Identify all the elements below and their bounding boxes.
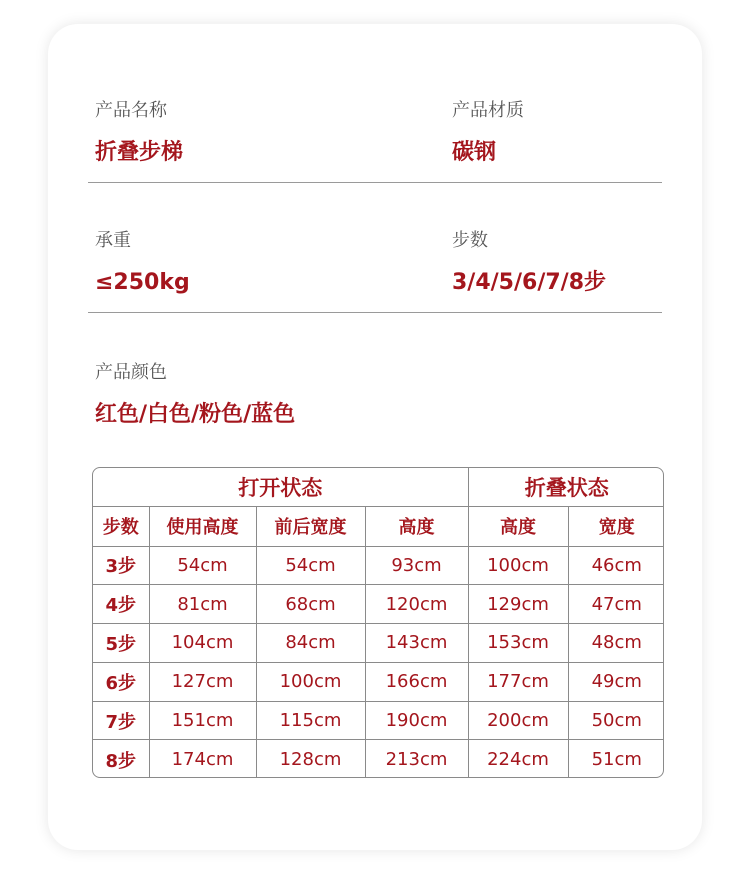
cell-folded-height: 100cm bbox=[468, 546, 568, 585]
spec-steps-value: 3/4/5/6/7/8步 bbox=[452, 270, 607, 295]
cell-use-height: 127cm bbox=[149, 662, 256, 701]
cell-depth: 100cm bbox=[256, 662, 365, 701]
header-use-height: 使用高度 bbox=[149, 506, 256, 546]
cell-open-height: 166cm bbox=[365, 662, 468, 701]
cell-open-height: 120cm bbox=[365, 585, 468, 624]
spec-color bbox=[95, 362, 295, 428]
spec-steps bbox=[452, 230, 606, 296]
group-header-open: 打开状态 bbox=[93, 468, 468, 506]
cell-use-height: 104cm bbox=[149, 624, 256, 663]
cell-folded-width: 47cm bbox=[568, 585, 664, 624]
spec-name-value: 折叠步梯 bbox=[95, 140, 184, 165]
cell-folded-height: 153cm bbox=[468, 624, 568, 663]
cell-steps: 7步 bbox=[93, 701, 149, 740]
spec-row-name-material bbox=[88, 100, 662, 183]
table-row bbox=[93, 662, 664, 701]
cell-folded-height: 200cm bbox=[468, 701, 568, 740]
spec-load-label: 承重 bbox=[95, 230, 131, 251]
cell-open-height: 213cm bbox=[365, 740, 468, 778]
spec-row-color bbox=[88, 362, 662, 432]
cell-folded-height: 177cm bbox=[468, 662, 568, 701]
cell-steps: 6步 bbox=[93, 662, 149, 701]
spec-name bbox=[95, 100, 183, 166]
cell-depth: 84cm bbox=[256, 624, 365, 663]
table-row bbox=[93, 701, 664, 740]
cell-use-height: 174cm bbox=[149, 740, 256, 778]
header-folded-width: 宽度 bbox=[568, 506, 664, 546]
table-header-row bbox=[93, 506, 664, 546]
spec-color-value: 红色/白色/粉色/蓝色 bbox=[95, 402, 296, 427]
header-depth: 前后宽度 bbox=[256, 506, 365, 546]
cell-folded-height: 224cm bbox=[468, 740, 568, 778]
cell-use-height: 81cm bbox=[149, 585, 256, 624]
table-row bbox=[93, 546, 664, 585]
cell-steps: 8步 bbox=[93, 740, 149, 778]
spec-steps-label: 步数 bbox=[452, 230, 488, 251]
spec-color-label: 产品颜色 bbox=[95, 362, 167, 383]
cell-open-height: 190cm bbox=[365, 701, 468, 740]
cell-folded-width: 46cm bbox=[568, 546, 664, 585]
spec-material bbox=[452, 100, 524, 166]
spec-name-label: 产品名称 bbox=[95, 100, 167, 121]
size-table-grid bbox=[93, 468, 664, 778]
spec-load bbox=[95, 230, 190, 296]
cell-folded-width: 48cm bbox=[568, 624, 664, 663]
table-row bbox=[93, 585, 664, 624]
cell-folded-height: 129cm bbox=[468, 585, 568, 624]
cell-depth: 68cm bbox=[256, 585, 365, 624]
cell-depth: 115cm bbox=[256, 701, 365, 740]
cell-steps: 3步 bbox=[93, 546, 149, 585]
table-row bbox=[93, 740, 664, 778]
cell-steps: 4步 bbox=[93, 585, 149, 624]
table-row bbox=[93, 624, 664, 663]
spec-row-load-steps bbox=[88, 230, 662, 313]
table-group-header-row bbox=[93, 468, 664, 506]
cell-open-height: 93cm bbox=[365, 546, 468, 585]
header-steps: 步数 bbox=[93, 506, 149, 546]
header-open-height: 高度 bbox=[365, 506, 468, 546]
spec-material-label: 产品材质 bbox=[452, 100, 524, 121]
group-header-folded: 折叠状态 bbox=[468, 468, 664, 506]
size-table bbox=[92, 467, 664, 778]
spec-card bbox=[48, 24, 702, 850]
cell-steps: 5步 bbox=[93, 624, 149, 663]
spec-load-value: ≤250kg bbox=[95, 270, 190, 295]
cell-folded-width: 49cm bbox=[568, 662, 664, 701]
cell-folded-width: 51cm bbox=[591, 749, 642, 771]
spec-material-value: 碳钢 bbox=[452, 140, 497, 165]
cell-depth: 54cm bbox=[256, 546, 365, 585]
header-folded-height: 高度 bbox=[468, 506, 568, 546]
cell-use-height: 54cm bbox=[149, 546, 256, 585]
cell-use-height: 151cm bbox=[149, 701, 256, 740]
cell-depth: 128cm bbox=[256, 740, 365, 778]
cell-folded-width: 50cm bbox=[568, 701, 664, 740]
cell-open-height: 143cm bbox=[365, 624, 468, 663]
